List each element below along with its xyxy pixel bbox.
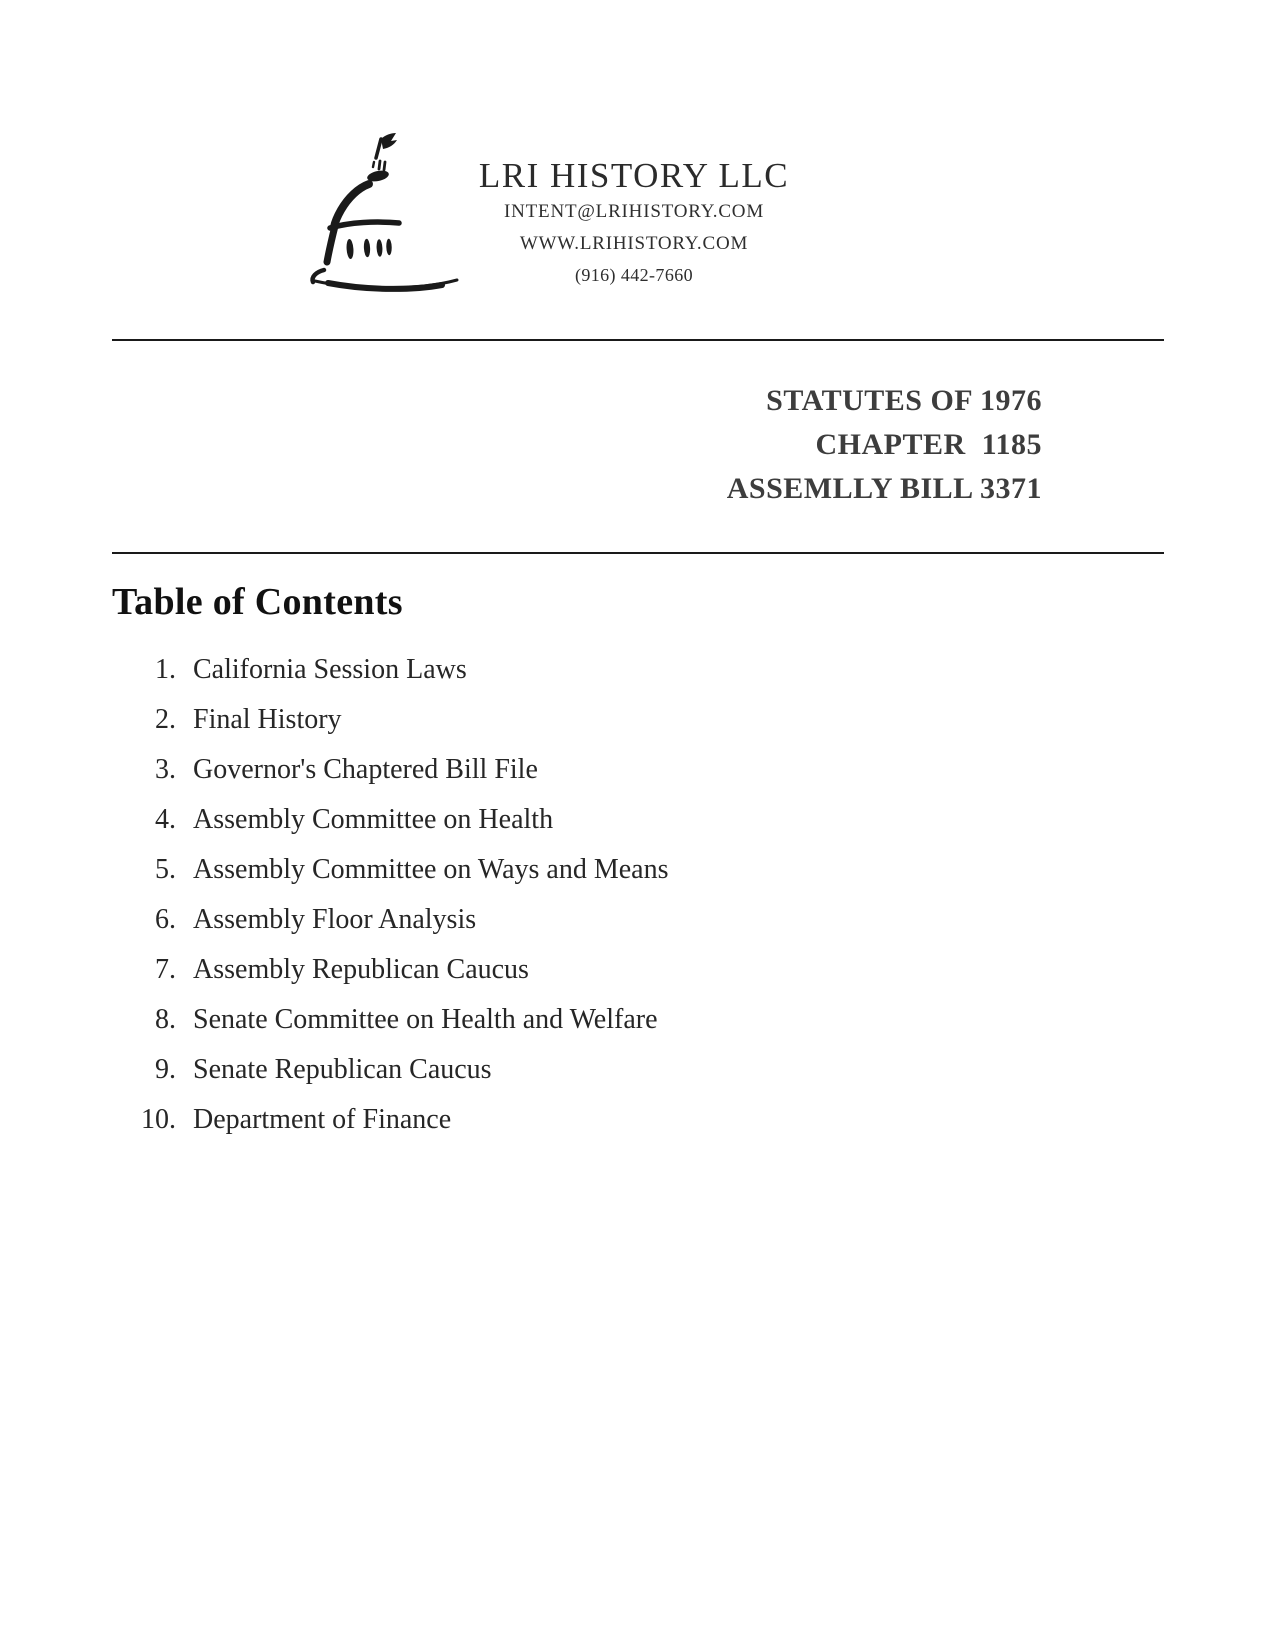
toc-item bbox=[112, 695, 1012, 745]
letterhead bbox=[334, 156, 934, 291]
statutes-chapter-line: CHAPTER 1185 bbox=[815, 428, 1042, 461]
toc-item bbox=[112, 795, 1012, 845]
toc-item-number: 5. bbox=[155, 854, 176, 885]
toc-item-label: Assembly Republican Caucus bbox=[193, 954, 529, 985]
divider-top bbox=[112, 339, 1164, 341]
toc-item-label: Governor's Chaptered Bill File bbox=[193, 754, 538, 785]
toc-item bbox=[112, 945, 1012, 995]
toc-item-number: 9. bbox=[155, 1054, 176, 1085]
toc-item-number: 3. bbox=[155, 754, 176, 785]
divider-bottom bbox=[112, 552, 1164, 554]
toc-item-number: 4. bbox=[155, 804, 176, 835]
toc-item-label: Senate Committee on Health and Welfare bbox=[193, 1004, 658, 1035]
toc-item-label: Assembly Committee on Health bbox=[193, 804, 554, 835]
toc-item-label: Final History bbox=[193, 704, 342, 735]
toc-item bbox=[112, 995, 1012, 1045]
toc-item-number: 8. bbox=[155, 1004, 176, 1035]
toc-item-number: 7. bbox=[155, 954, 176, 985]
toc-item-number: 10. bbox=[141, 1104, 176, 1135]
toc-item-label: Assembly Floor Analysis bbox=[193, 904, 477, 935]
toc-item bbox=[112, 1045, 1012, 1095]
toc-item-number: 2. bbox=[155, 704, 176, 735]
company-website: WWW.LRIHISTORY.COM bbox=[519, 233, 749, 254]
toc-item-label: Senate Republican Caucus bbox=[193, 1054, 492, 1085]
toc-item bbox=[112, 645, 1012, 695]
statutes-title-block bbox=[727, 379, 1042, 511]
toc-heading: Table of Contents bbox=[112, 581, 403, 623]
toc-item bbox=[112, 895, 1012, 945]
toc-item bbox=[112, 845, 1012, 895]
toc-list bbox=[112, 645, 1012, 1145]
company-email: INTENT@LRIHISTORY.COM bbox=[503, 201, 765, 222]
toc-item-label: California Session Laws bbox=[193, 654, 467, 685]
toc-item-label: Assembly Committee on Ways and Means bbox=[193, 854, 669, 885]
company-name: LRI HISTORY LLC bbox=[478, 156, 790, 195]
toc-item-number: 1. bbox=[155, 654, 176, 685]
statutes-bill-line: ASSEMLLY BILL 3371 bbox=[726, 472, 1042, 505]
toc-item bbox=[112, 745, 1012, 795]
toc-item-number: 6. bbox=[155, 904, 176, 935]
toc-item bbox=[112, 1095, 1012, 1145]
logo-flag bbox=[381, 133, 397, 149]
company-phone: (916) 442-7660 bbox=[574, 265, 694, 285]
statutes-year-line: STATUTES OF 1976 bbox=[766, 384, 1042, 417]
toc-item-label: Department of Finance bbox=[193, 1104, 452, 1135]
